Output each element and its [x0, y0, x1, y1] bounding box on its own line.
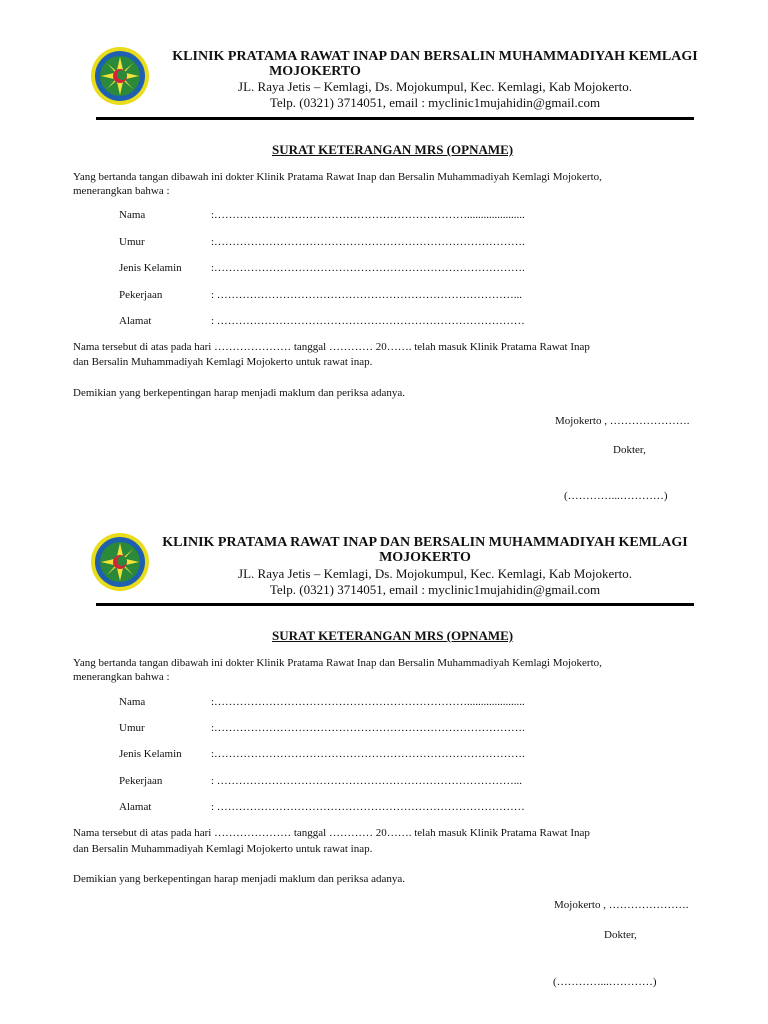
field-blank-jenis-kelamin: :………………………………………………………………………….	[211, 748, 525, 760]
clinic-address: JL. Raya Jetis – Kemlagi, Ds. Mojokumpul, Kec. Kemlagi, Kab Mojokerto.	[238, 79, 632, 94]
clinic-logo-icon	[90, 46, 150, 106]
field-blank-alamat: : …………………………………………………………………………	[211, 315, 525, 327]
clinic-name-line2: MOJOKERTO	[269, 64, 361, 79]
clinic-name-line1: KLINIK PRATAMA RAWAT INAP DAN BERSALIN MUHAMMADIYAH KEMLAGI	[162, 535, 688, 550]
clinic-name-line1: KLINIK PRATAMA RAWAT INAP DAN BERSALIN MUHAMMADIYAH KEMLAGI	[172, 49, 698, 64]
field-label-nama: Nama	[119, 209, 146, 221]
statement-line-2: dan Bersalin Muhammadiyah Kemlagi Mojokerto untuk rawat inap.	[73, 356, 373, 368]
field-blank-pekerjaan: : ………………………………………………………………………...	[211, 775, 523, 787]
clinic-logo-icon	[90, 532, 150, 592]
closing-statement: Demikian yang berkepentingan harap menjadi maklum dan periksa adanya.	[73, 873, 406, 885]
field-label-umur: Umur	[119, 236, 145, 248]
intro-line-1: Yang bertanda tangan dibawah ini dokter Klinik Pratama Rawat Inap dan Bersalin Muhammadiyah Kemlagi Mojokerto,	[73, 657, 602, 669]
field-blank-nama: :…………………………………………………………….....................	[211, 696, 525, 708]
intro-line-2: menerangkan bahwa :	[73, 671, 170, 683]
field-blank-umur: :………………………………………………………………………….	[211, 722, 525, 734]
field-blank-umur: :………………………………………………………………………….	[211, 236, 525, 248]
intro-line-2: menerangkan bahwa :	[73, 185, 170, 197]
field-label-nama: Nama	[119, 696, 146, 708]
field-label-umur: Umur	[119, 722, 145, 734]
field-label-alamat: Alamat	[119, 315, 152, 327]
header-divider	[96, 117, 694, 120]
place-date: Mojokerto , ………………….	[555, 415, 690, 427]
clinic-name-line2: MOJOKERTO	[379, 550, 471, 565]
clinic-address: JL. Raya Jetis – Kemlagi, Ds. Mojokumpul, Kec. Kemlagi, Kab Mojokerto.	[238, 566, 632, 581]
field-label-jenis-kelamin: Jenis Kelamin	[119, 262, 182, 274]
clinic-contact: Telp. (0321) 3714051, email : myclinic1mujahidin@gmail.com	[269, 95, 601, 110]
statement-line-1: Nama tersebut di atas pada hari ………………… tanggal ………… 20……. telah masuk Klinik Pratama Rawat Inap	[73, 341, 590, 353]
letter-title: SURAT KETERANGAN MRS (OPNAME)	[272, 628, 514, 643]
header-divider	[96, 603, 694, 606]
field-label-jenis-kelamin: Jenis Kelamin	[119, 748, 182, 760]
signature-line: (…………...…………)	[553, 976, 657, 988]
signature-line: (…………...…………)	[564, 490, 668, 502]
field-label-alamat: Alamat	[119, 801, 152, 813]
statement-line-2: dan Bersalin Muhammadiyah Kemlagi Mojokerto untuk rawat inap.	[73, 843, 373, 855]
signer-role: Dokter,	[604, 929, 637, 941]
signer-role: Dokter,	[613, 444, 646, 456]
field-blank-jenis-kelamin: :………………………………………………………………………….	[211, 262, 525, 274]
field-blank-alamat: : …………………………………………………………………………	[211, 801, 525, 813]
intro-line-1: Yang bertanda tangan dibawah ini dokter Klinik Pratama Rawat Inap dan Bersalin Muhammadiyah Kemlagi Mojokerto,	[73, 171, 602, 183]
field-blank-pekerjaan: : ………………………………………………………………………...	[211, 289, 523, 301]
field-blank-nama: :…………………………………………………………….....................	[211, 209, 525, 221]
place-date: Mojokerto , ………………….	[554, 899, 689, 911]
field-label-pekerjaan: Pekerjaan	[119, 289, 163, 301]
statement-line-1: Nama tersebut di atas pada hari ………………… tanggal ………… 20……. telah masuk Klinik Pratama Rawat Inap	[73, 827, 590, 839]
clinic-contact: Telp. (0321) 3714051, email : myclinic1mujahidin@gmail.com	[269, 582, 601, 597]
field-label-pekerjaan: Pekerjaan	[119, 775, 163, 787]
closing-statement: Demikian yang berkepentingan harap menjadi maklum dan periksa adanya.	[73, 387, 406, 399]
letter-title: SURAT KETERANGAN MRS (OPNAME)	[272, 142, 514, 157]
